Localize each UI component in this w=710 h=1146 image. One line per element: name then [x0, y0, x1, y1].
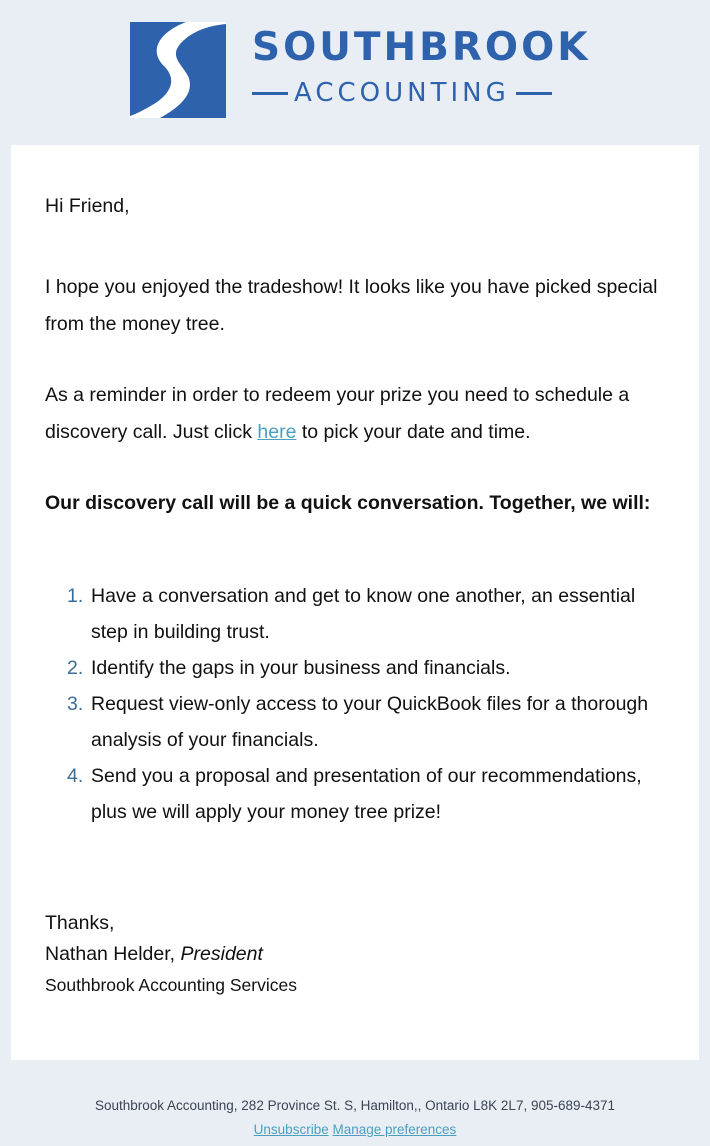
- email-header: [0, 0, 710, 145]
- list-item-text: Identify the gaps in your business and financials.: [91, 657, 511, 679]
- divider: [252, 92, 288, 95]
- southbrook-logo-icon: [130, 22, 226, 118]
- list-number: 1.: [67, 585, 84, 607]
- footer-links: [0, 1122, 710, 1137]
- list-item-text: Have a conversation and get to know one another, an essential step in building trust.: [91, 585, 636, 643]
- list-number: 4.: [67, 765, 84, 787]
- list-item: [45, 758, 651, 830]
- list-item: [45, 686, 651, 758]
- unsubscribe-link[interactable]: Unsubscribe: [253, 1122, 329, 1137]
- list-number: 3.: [67, 693, 84, 715]
- email-body-card: [11, 145, 699, 1060]
- manage-preferences-link[interactable]: Manage preferences: [332, 1122, 457, 1137]
- list-item-text: Request view-only access to your QuickBook files for a thorough analysis of your financials.: [91, 693, 649, 751]
- signer-company: Southbrook Accounting Services: [45, 975, 297, 995]
- reminder-text: As a reminder in order to redeem your prize you need to schedule a discovery call. Just click: [45, 384, 630, 443]
- signature-block: [45, 908, 297, 1001]
- signoff-thanks: Thanks,: [45, 912, 115, 934]
- paragraph-intro: I hope you enjoyed the tradeshow! It looks like you have picked special from the money tree.: [45, 276, 658, 335]
- discovery-call-heading: Our discovery call will be a quick conversation. Together, we will:: [45, 492, 651, 514]
- signer-name: Nathan Helder,: [45, 943, 181, 965]
- divider: [516, 92, 552, 95]
- list-item-text: Send you a proposal and presentation of our recommendations, plus we will apply your money tree prize!: [91, 765, 642, 823]
- list-number: 2.: [67, 657, 84, 679]
- paragraph-reminder: [45, 377, 675, 451]
- list-item: [45, 578, 651, 650]
- schedule-link[interactable]: here: [257, 421, 297, 443]
- brand-subtitle: [252, 78, 582, 108]
- email-footer: [0, 1060, 710, 1146]
- signer-line: [45, 939, 297, 970]
- steps-list: [45, 578, 675, 830]
- reminder-text-end: to pick your date and time.: [296, 421, 531, 443]
- greeting: Hi Friend,: [45, 195, 130, 217]
- list-item: [45, 650, 651, 686]
- brand-name: SOUTHBROOK: [252, 25, 591, 70]
- signer-title: President: [180, 943, 263, 965]
- footer-address: Southbrook Accounting, 282 Province St. S, Hamilton,, Ontario L8K 2L7, 905-689-4371: [94, 1098, 616, 1113]
- brand-subtitle-text: ACCOUNTING: [294, 78, 510, 108]
